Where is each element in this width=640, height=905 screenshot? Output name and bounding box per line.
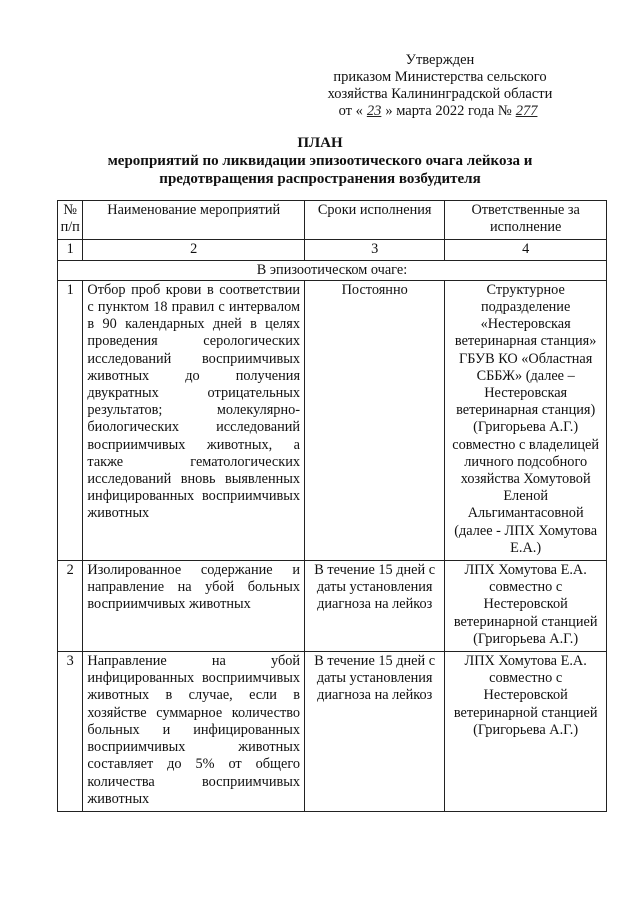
- title-line-2: мероприятий по ликвидации эпизоотического очага лейкоза и: [107, 153, 533, 169]
- row-description: Отбор проб крови в соответствии с пунктом 18 правил с интервалом в 90 календарных дней в целях проведения серологических исследований восприимчивых животных до получения двукратных отрицательных результатов; молекулярно-биологических исследований восприимчивых животных, а также гематологических исследований вновь выявленных инфицированных восприимчивых животных: [83, 280, 305, 560]
- row-description: Изолированное содержание и направление на убой больных восприимчивых животных: [83, 561, 305, 652]
- col-number: 4: [445, 240, 607, 260]
- row-deadline: В течение 15 дней с даты установления диагноза на лейкоз: [305, 561, 445, 652]
- header-num: № п/п: [58, 201, 83, 240]
- date-prefix: от «: [338, 103, 363, 119]
- col-number: 1: [58, 240, 83, 260]
- approval-date-line: [290, 103, 590, 120]
- approval-line-1: Утвержден: [405, 52, 475, 68]
- approval-line-3: хозяйства Калининградской области: [327, 86, 553, 102]
- title-line-1: ПЛАН: [297, 135, 343, 151]
- row-number: 2: [58, 561, 83, 652]
- approval-line-2: приказом Министерства сельского: [333, 69, 547, 85]
- header-name: Наименование мероприятий: [83, 201, 305, 240]
- table-row: [58, 652, 607, 812]
- column-number-row: [58, 240, 607, 260]
- row-number: 1: [58, 280, 83, 560]
- date-day-handwritten: 23: [366, 103, 382, 119]
- row-deadline: В течение 15 дней с даты установления диагноза на лейкоз: [305, 652, 445, 812]
- table-row: [58, 280, 607, 560]
- section-row: [58, 260, 607, 280]
- col-number: 2: [83, 240, 305, 260]
- col-number: 3: [305, 240, 445, 260]
- header-deadline: Сроки исполнения: [305, 201, 445, 240]
- section-heading: В эпизоотическом очаге:: [58, 260, 607, 280]
- date-middle: » марта 2022 года №: [385, 103, 512, 119]
- title-line-3: предотвращения распространения возбудителя: [159, 171, 481, 187]
- measures-table: [57, 200, 607, 812]
- header-row: [58, 201, 607, 240]
- table-row: [58, 561, 607, 652]
- header-responsible: Ответственные за исполнение: [445, 201, 607, 240]
- row-responsible: ЛПХ Хомутова Е.А. совместно с Нестеровской ветеринарной станцией (Григорьева А.Г.): [445, 652, 607, 812]
- row-description: Направление на убой инфицированных восприимчивых животных в случае, если в хозяйстве суммарное количество больных и инфицированных восприимчивых животных составляет до 5% от общего количества восприимчивых животных: [83, 652, 305, 812]
- order-number-handwritten: 277: [515, 103, 538, 119]
- document-title: [60, 134, 580, 188]
- row-responsible: ЛПХ Хомутова Е.А. совместно с Нестеровской ветеринарной станцией (Григорьева А.Г.): [445, 561, 607, 652]
- row-number: 3: [58, 652, 83, 812]
- row-deadline: Постоянно: [305, 280, 445, 560]
- approval-block: [290, 52, 590, 120]
- row-responsible: Структурное подразделение «Нестеровская ветеринарная станция» ГБУВ КО «Областная СББЖ» (далее – Нестеровская ветеринарная станция) (Григорьева А.Г.) совместно с владелицей личного подсобного хозяйства Хомутовой Еленой Альгимантасовной (далее - ЛПХ Хомутова Е.А.): [445, 280, 607, 560]
